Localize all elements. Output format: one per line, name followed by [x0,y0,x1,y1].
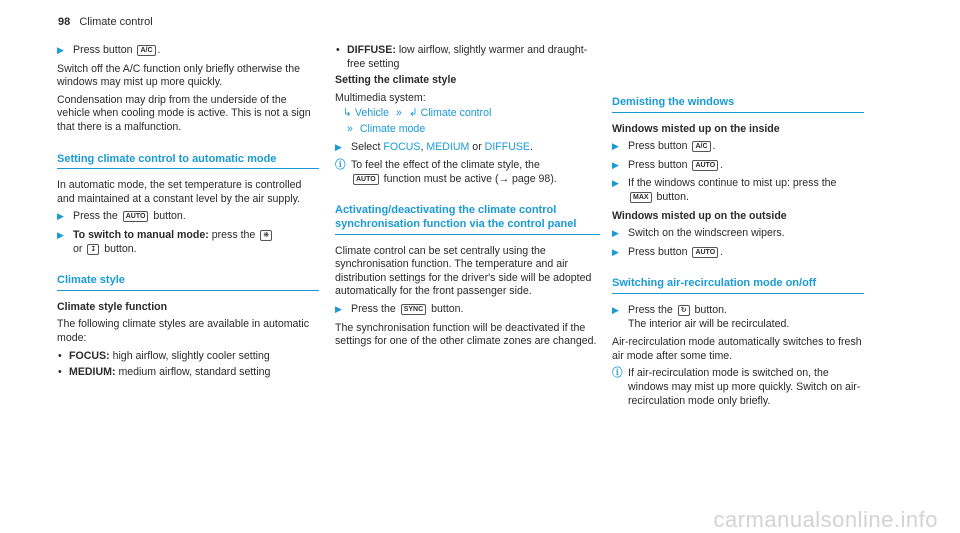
auto-button-icon: AUTO [353,174,379,185]
list-item: • DIFFUSE: low airflow, slightly warmer and draught-free setting [336,44,588,70]
step-arrow-icon: ▶ [335,303,342,314]
step-arrow-icon: ▶ [612,228,619,239]
max-defrost-button-icon: MAX [630,192,652,203]
note: ⓘ If air-recirculation mode is switched on, the windows may mist up more quickly. Switch on air-recirculation mode only briefly. [612,367,861,407]
step-arrow-icon: ▶ [612,304,619,315]
note: ⓘ To feel the effect of the climate style, the AUTO function must be active (→ page 98). [335,159,557,185]
info-icon: ⓘ [612,367,623,380]
section-heading: Activating/deactivating the climate control synchronisation function via the control panel [335,204,600,234]
column-left [57,44,319,383]
chevron-icon: » [347,122,353,135]
step-press-sync: ▶ Press the SYNC button. [335,302,464,315]
sync-button-icon: SYNC [401,304,426,315]
step-arrow-icon: ▶ [612,159,619,170]
list-item: • MEDIUM: medium airflow, standard setting [58,366,271,379]
paragraph: In automatic mode, the set temperature is controlled and maintained at a constant level by the air supply. [57,179,302,205]
step-arrow-icon: ▶ [612,246,619,257]
step-press-ac: ▶ Press button A/C . [57,44,161,56]
step-wipers: ▶ Switch on the windscreen wipers. [612,227,785,240]
path-climate-control: Climate control [420,107,492,120]
step-recirculation: ▶ Press the ↻ button. The interior air will be recirculated. [612,303,790,330]
path-climate-mode: Climate mode [359,122,426,135]
ac-button-icon: A/C [692,141,710,152]
paragraph: Climate control can be set centrally using the synchronisation function. The temperature and air distribution settings for the driver's side will be adopted automatically for the front passenger side. [335,244,592,298]
section-heading: Climate style [57,274,319,291]
fan-button-icon: ❋ [260,230,272,241]
seat-icon: ↲ [408,107,418,120]
paragraph: Air-recirculation mode automatically switches to fresh air mode after some time. [612,336,862,362]
step-manual-mode: ▶ To switch to manual mode: press the ❋ or ↧ button. [57,229,319,256]
step-arrow-icon: ▶ [57,211,64,222]
step-max-defrost: ▶ If the windows continue to mist up: press the MAX button. [612,177,837,203]
column-right [612,44,864,412]
step-select-style: ▶ Select FOCUS, MEDIUM or DIFFUSE. [335,140,533,153]
path-vehicle: Vehicle [354,107,390,120]
step-press-ac: ▶ Press button A/C . [612,140,716,153]
subheading: Setting the climate style [335,74,457,87]
info-icon: ⓘ [335,159,346,172]
paragraph: The following climate styles are available in automatic mode: [57,318,310,344]
step-arrow-icon: ▶ [612,178,619,189]
column-middle [335,44,600,353]
bullet-icon: • [58,349,62,362]
ac-button-icon: A/C [137,45,155,56]
auto-button-icon: AUTO [123,211,149,222]
section-heading: Demisting the windows [612,96,864,113]
page-header [58,16,153,30]
bullet-icon: • [58,366,62,379]
auto-button-icon: AUTO [692,160,718,171]
section-heading: Setting climate control to automatic mode [57,153,319,170]
step-arrow-icon: ▶ [57,45,64,55]
auto-button-icon: AUTO [692,247,718,258]
subheading: Climate style function [57,300,168,313]
step-press-auto: ▶ Press the AUTO button. [57,210,186,223]
air-distribution-button-icon: ↧ [87,244,99,255]
menu-path [335,107,600,136]
step-press-auto: ▶ Press button AUTO . [612,158,724,171]
subheading: Windows misted up on the outside [612,209,787,222]
paragraph: Switch off the A/C function only briefly otherwise the windows may mist up more quickly. [57,62,300,89]
paragraph: Multimedia system: [335,91,426,104]
page-number: 98 [58,16,71,28]
recirculation-button-icon: ↻ [678,305,690,316]
step-arrow-icon: ▶ [335,141,342,152]
bullet-icon: • [336,44,340,56]
page-title: Climate control [79,16,153,28]
list-item: • FOCUS: high airflow, slightly cooler setting [58,349,270,362]
section-heading: Switching air-recirculation mode on/off [612,277,864,294]
step-press-auto: ▶ Press button AUTO . [612,245,724,258]
watermark: carmanualsonline.info [713,507,938,533]
return-arrow-icon: ↳ [343,107,352,120]
subheading: Windows misted up on the inside [612,122,780,135]
paragraph: Condensation may drip from the underside of the vehicle when cooling mode is active. This is not a sign that there is a malfunction. [57,93,311,133]
step-arrow-icon: ▶ [57,229,64,240]
chevron-icon: » [395,107,402,120]
paragraph: The synchronisation function will be deactivated if the settings for one of the other climate zones are changed. [335,321,597,348]
step-arrow-icon: ▶ [612,141,619,152]
